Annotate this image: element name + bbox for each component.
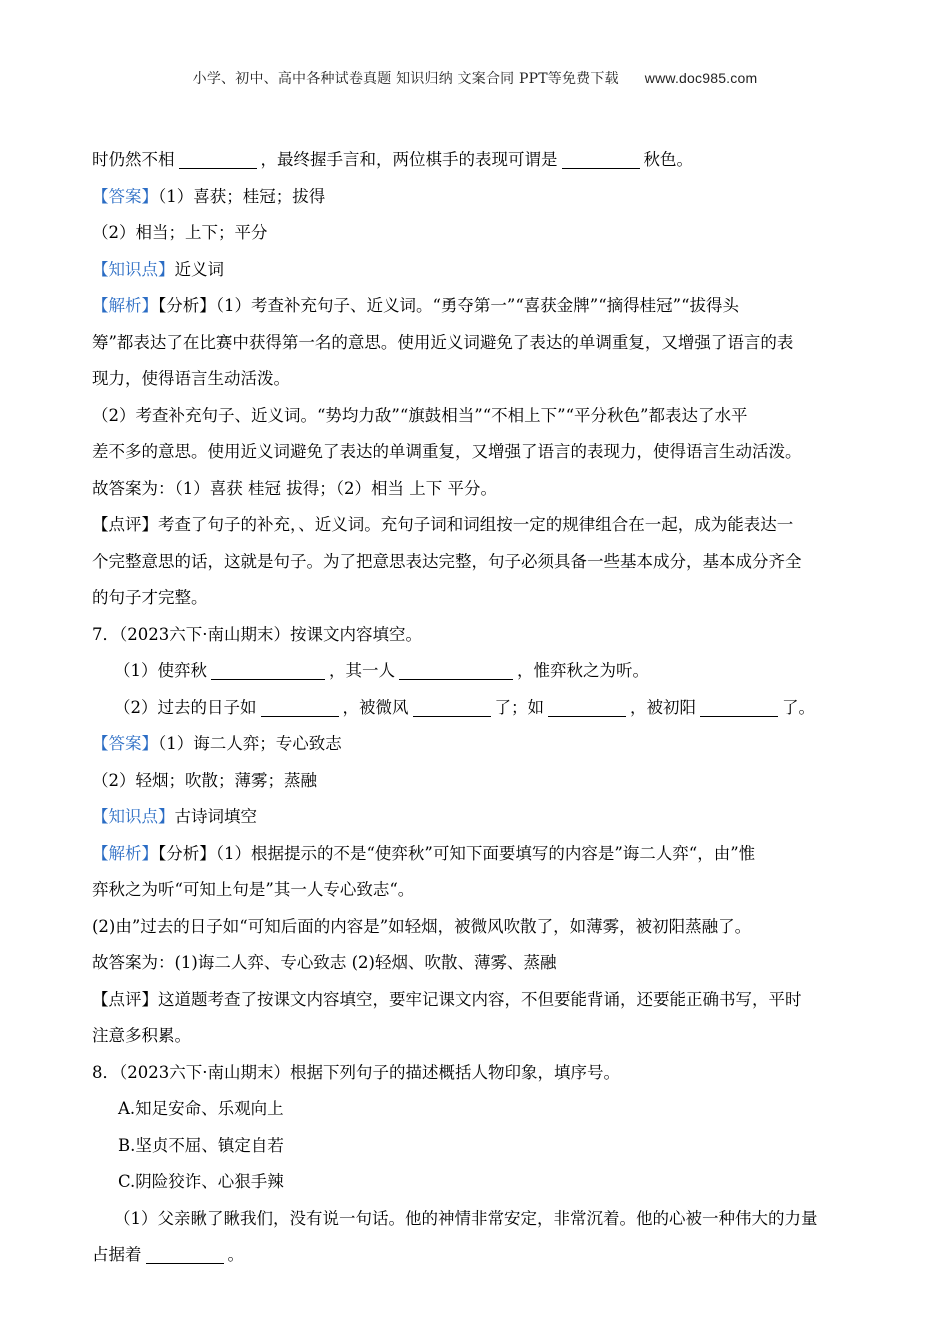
question-8-item-1: （1）父亲瞅了瞅我们，没有说一句话。他的神情非常安定，非常沉着。他的心被一种伟大的力量 xyxy=(114,1208,818,1228)
option-a: A.知足安命、乐观向上 xyxy=(118,1099,284,1118)
fill-blank xyxy=(700,694,778,717)
question-7-item-1: （1）使弈秋 ，其一人 ，惟弈秋之为听。 xyxy=(92,653,862,690)
fill-blank xyxy=(548,694,626,717)
comment-line: 【点评】这道题考查了按课文内容填空，要牢记课文内容，不但要能背诵，还要能正确书写，平时 xyxy=(92,989,802,1009)
knowledge-line: 【知识点】古诗词填空 xyxy=(92,807,257,826)
analysis-line: （2）考查补充句子、近义词。“势均力敌”“旗鼓相当”“不相上下”“平分秋色”都表达了水平 xyxy=(92,405,748,425)
knowledge-tag: 【知识点】 xyxy=(92,807,175,826)
option-b: B.坚贞不屈、镇定自若 xyxy=(118,1135,284,1155)
fill-blank xyxy=(179,146,257,169)
comment-line: 个完整意思的话，这就是句子。为了把意思表达完整，句子必须具备一些基本成分，基本成分齐全 xyxy=(92,551,802,571)
analysis-line: 差不多的意思。使用近义词避免了表达的单调重复，又增强了语言的表现力，使得语言生动活泼。 xyxy=(92,442,802,461)
fill-blank xyxy=(399,657,513,680)
analysis-line: 故答案为：（1）喜获 桂冠 拔得；（2）相当 上下 平分。 xyxy=(92,478,497,498)
comment-line: 的句子才完整。 xyxy=(92,588,208,607)
fill-blank xyxy=(413,694,491,717)
answer-line: 【答案】（1）诲二人弈；专心致志 xyxy=(92,734,342,753)
analysis-line: 弈秋之为听“可知上句是”其一人专心致志“。 xyxy=(92,880,415,899)
fill-blank xyxy=(146,1241,224,1264)
fill-blank xyxy=(562,146,640,169)
analysis-line: 现力，使得语言生动活泼。 xyxy=(92,369,290,388)
question-8-title: 8．（2023六下·南山期末）根据下列句子的描述概括人物印象，填序号。 xyxy=(92,1062,620,1082)
header-text: 小学、初中、高中各种试卷真题 知识归纳 文案合同 PPT等免费下载 xyxy=(192,71,619,87)
page-header xyxy=(0,68,950,88)
document-body xyxy=(92,142,862,1274)
question-7-item-2: （2）过去的日子如 ，被微风 了；如 ，被初阳 了。 xyxy=(92,690,862,727)
fill-blank xyxy=(211,657,325,680)
analysis-line: 【解析】【分析】（1）根据提示的不是“使弈秋”可知下面要填写的内容是”诲二人弈“，由”惟 xyxy=(92,843,756,863)
analysis-tag: 【解析】 xyxy=(92,296,158,315)
header-site[interactable]: www.doc985.com xyxy=(644,70,758,86)
answer-line: 【答案】（1）喜获；桂冠；拔得 xyxy=(92,186,326,206)
answer-tag: 【答案】 xyxy=(92,186,158,206)
knowledge-tag: 【知识点】 xyxy=(92,259,175,279)
analysis-line: 故答案为：(1)诲二人弈、专心致志 (2)轻烟、吹散、薄雾、蒸融 xyxy=(92,953,557,972)
analysis-line: 筹”都表达了在比赛中获得第一名的意思。使用近义词避免了表达的单调重复，又增强了语言的表 xyxy=(92,332,794,352)
question-7-title: 7．（2023六下·南山期末）按课文内容填空。 xyxy=(92,624,422,644)
knowledge-line: 【知识点】近义词 xyxy=(92,259,224,279)
fill-blank xyxy=(261,694,339,717)
q6-tail-line: 时仍然不相 ，最终握手言和，两位棋手的表现可谓是 秋色。 xyxy=(92,142,862,179)
analysis-line: (2)由”过去的日子如“可知后面的内容是”如轻烟，被微风吹散了，如薄雾，被初阳蒸融了。 xyxy=(92,916,752,936)
option-c: C.阴险狡诈、心狠手辣 xyxy=(118,1172,284,1191)
comment-line: 注意多积累。 xyxy=(92,1026,191,1045)
answer-line: （2）相当；上下；平分 xyxy=(92,223,268,242)
answer-line: （2）轻烟；吹散；薄雾；蒸融 xyxy=(92,770,317,790)
analysis-line: 【解析】【分析】（1）考查补充句子、近义词。“勇夺第一”“喜获金牌”“摘得桂冠”“拔得头 xyxy=(92,296,740,315)
question-8-item-1-cont: 占据着 。 xyxy=(92,1237,862,1274)
comment-line: 【点评】考查了句子的补充，、近义词。充句子词和词组按一定的规律组合在一起，成为能表达一 xyxy=(92,515,794,534)
answer-tag: 【答案】 xyxy=(92,734,158,753)
analysis-tag: 【解析】 xyxy=(92,843,158,863)
